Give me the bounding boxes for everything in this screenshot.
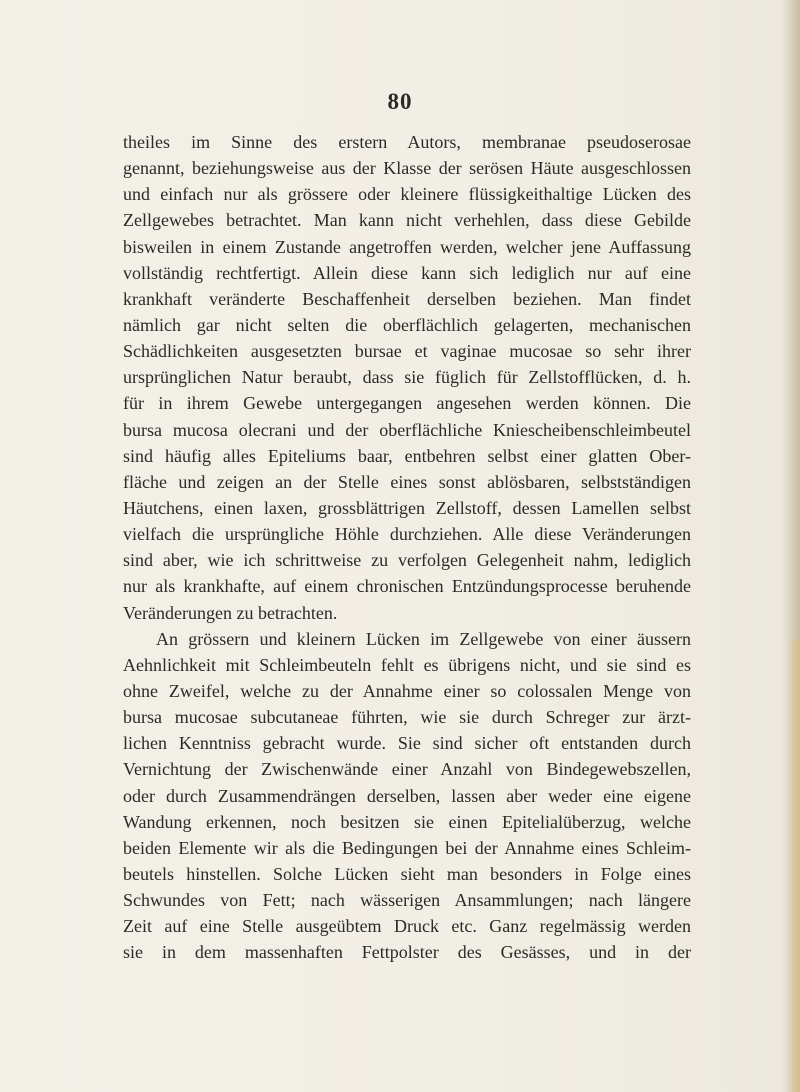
text-line: Zeit auf eine Stelle ausgeübtem Druck etc. Ganz regelmässig werden (123, 916, 691, 937)
text-line: fläche und zeigen an der Stelle eines sonst ablösbaren, selbstständigen (123, 471, 691, 492)
text-line: Zellgewebes betrachtet. Man kann nicht verhehlen, dass diese Gebilde (123, 210, 691, 231)
text-line: Vernichtung der Zwischenwände einer Anzahl von Bindegewebszellen, (123, 759, 691, 780)
text-line: Wandung erkennen, noch besitzen sie einen Epitelialüberzug, welche (123, 811, 691, 832)
text-line: ohne Zweifel, welche zu der Annahme einer so colossalen Menge von (123, 680, 691, 701)
text-line: ursprünglichen Natur beraubt, dass sie füglich für Zellstofflücken, d. h. (123, 367, 691, 388)
text-line: krankhaft veränderte Beschaffenheit derselben beziehen. Man findet (123, 288, 691, 309)
text-line: sind aber, wie ich schrittweise zu verfolgen Gelegenheit nahm, lediglich (123, 550, 691, 571)
text-line: sind häufig alles Epiteliums baar, entbehren selbst einer glatten Ober- (123, 445, 691, 466)
text-line: bursa mucosae subcutaneae führten, wie sie durch Schreger zur ärzt- (123, 707, 691, 728)
text-line: bisweilen in einem Zustande angetroffen werden, welcher jene Auffassung (123, 236, 691, 257)
text-line: sie in dem massenhaften Fettpolster des Gesässes, und in der (123, 942, 691, 963)
text-line: nämlich gar nicht selten die oberflächlich gelagerten, mechanischen (123, 314, 691, 335)
page-edge-stain (788, 640, 800, 1092)
text-line: genannt, beziehungsweise aus der Klasse der serösen Häute ausgeschlossen (123, 158, 691, 179)
text-line: oder durch Zusammendrängen derselben, lassen aber weder eine eigene (123, 785, 691, 806)
paragraph-end-line: Veränderungen zu betrachten. (123, 602, 338, 623)
text-line: für in ihrem Gewebe untergegangen angesehen werden können. Die (123, 393, 691, 414)
text-line: Schwundes von Fett; nach wässerigen Ansammlungen; nach längere (123, 890, 691, 911)
text-line: vollständig rechtfertigt. Allein diese kann sich lediglich nur auf eine (123, 262, 691, 283)
text-line: Häutchens, einen laxen, grossblättrigen Zellstoff, dessen Lamellen selbst (123, 497, 691, 518)
text-line: und einfach nur als grössere oder kleinere flüssigkeithaltige Lücken des (123, 184, 691, 205)
text-line: beutels hinstellen. Solche Lücken sieht man besonders in Folge eines (123, 863, 691, 884)
text-line: lichen Kenntniss gebracht wurde. Sie sind sicher oft entstanden durch (123, 733, 691, 754)
page-number: 80 (387, 89, 413, 114)
text-line: Schädlichkeiten ausgesetzten bursae et vaginae mucosae so sehr ihrer (123, 341, 691, 362)
text-line: vielfach die ursprüngliche Höhle durchziehen. Alle diese Veränderungen (123, 524, 691, 545)
paragraph-start-line: An grössern und kleinern Lücken im Zellgewebe von einer äussern (156, 628, 691, 649)
text-line: Aehnlichkeit mit Schleimbeuteln fehlt es übrigens nicht, und sie sind es (123, 654, 691, 675)
text-line: beiden Elemente wir als die Bedingungen bei der Annahme eines Schleim- (123, 837, 691, 858)
text-line: bursa mucosa olecrani und der oberflächliche Kniescheibenschleimbeutel (123, 419, 691, 440)
text-line: nur als krankhafte, auf einem chronischen Entzündungsprocesse beruhende (123, 576, 691, 597)
body-text (123, 129, 691, 966)
text-line: theiles im Sinne des erstern Autors, membranae pseudoserosae (123, 132, 691, 152)
